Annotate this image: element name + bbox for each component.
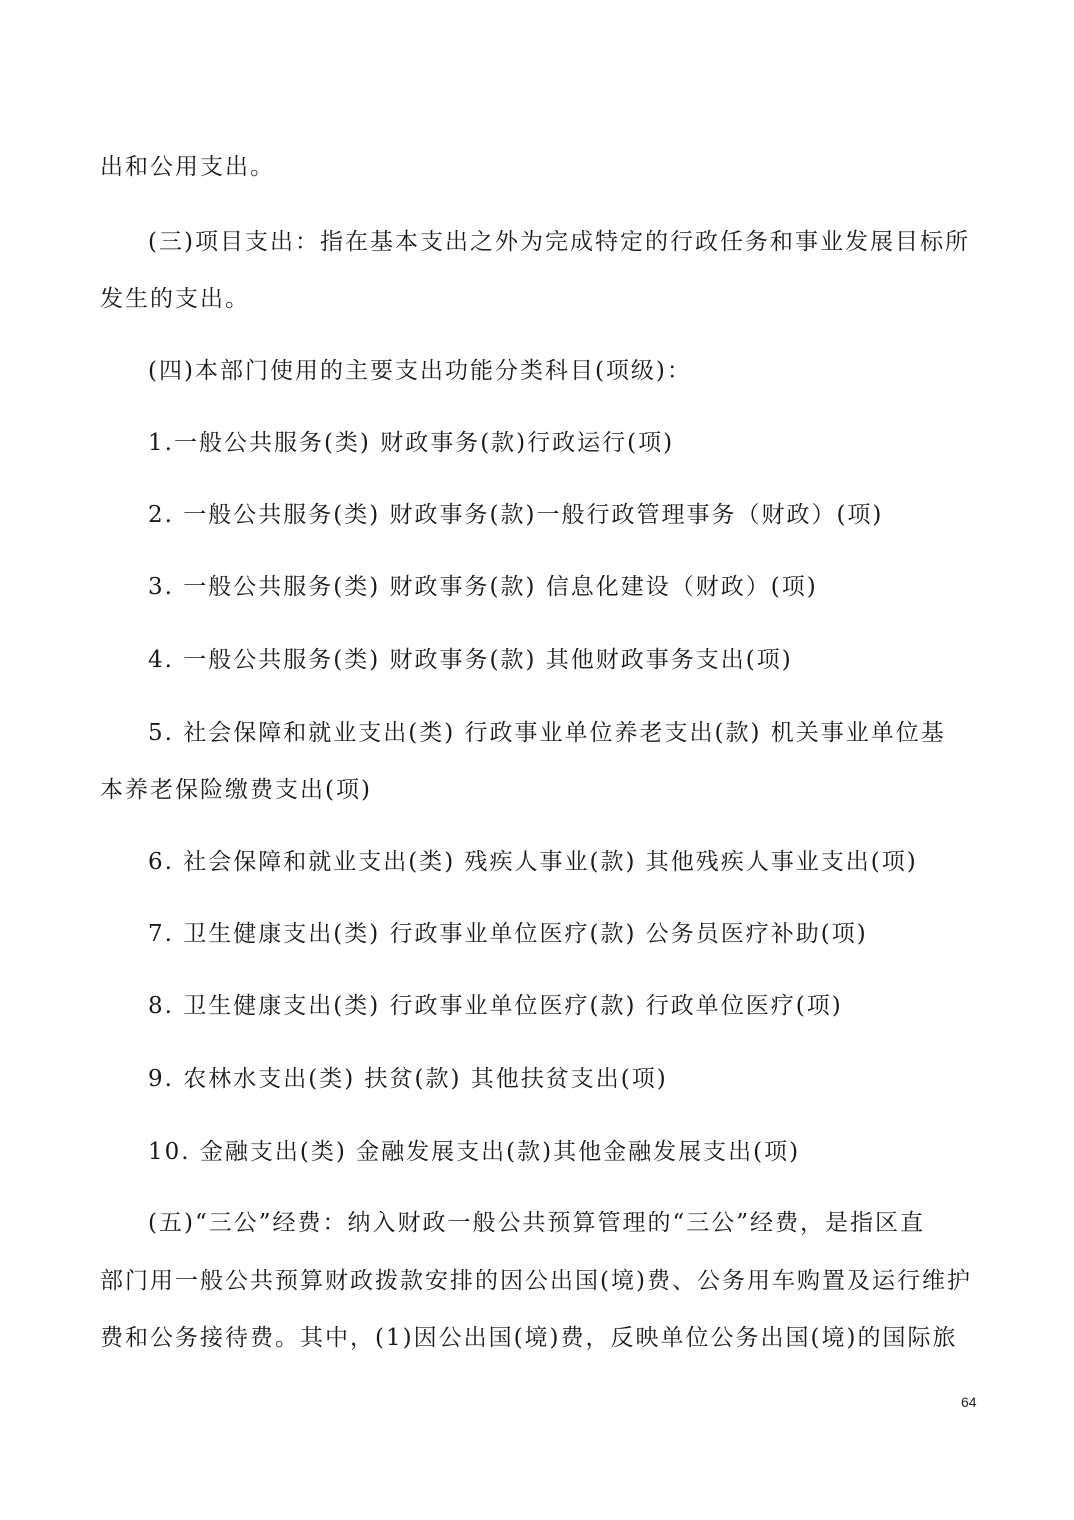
text-line: 本养老保险缴费支出(项) xyxy=(100,777,372,803)
text-line: 费和公务接待费。其中，(1)因公出国(境)费，反映单位公务出国(境)的国际旅 xyxy=(100,1325,958,1351)
text-line: 9. 农林水支出(类) 扶贫(款) 其他扶贫支出(项) xyxy=(148,1066,668,1092)
text-line: 2. 一般公共服务(类) 财政事务(款)一般行政管理事务（财政）(项) xyxy=(148,502,884,528)
text-line: 4. 一般公共服务(类) 财政事务(款) 其他财政事务支出(项) xyxy=(148,647,793,673)
text-line: 10. 金融支出(类) 金融发展支出(款)其他金融发展支出(项) xyxy=(148,1139,801,1165)
text-line: 部门用一般公共预算财政拨款安排的因公出国(境)费、公务用车购置及运行维护 xyxy=(100,1268,972,1294)
text-line: 8. 卫生健康支出(类) 行政事业单位医疗(款) 行政单位医疗(项) xyxy=(148,993,843,1019)
text-line: 发生的支出。 xyxy=(100,286,250,312)
text-line: 出和公用支出。 xyxy=(100,154,275,180)
text-line: 7. 卫生健康支出(类) 行政事业单位医疗(款) 公务员医疗补助(项) xyxy=(148,921,868,947)
text-line: 1.一般公共服务(类) 财政事务(款)行政运行(项) xyxy=(148,430,675,456)
text-line: (三)项目支出：指在基本支出之外为完成特定的行政任务和事业发展目标所 xyxy=(148,229,970,255)
text-line: (四)本部门使用的主要支出功能分类科目(项级)： xyxy=(148,358,692,384)
text-line: 6. 社会保障和就业支出(类) 残疾人事业(款) 其他残疾人事业支出(项) xyxy=(148,849,918,875)
text-line: 5. 社会保障和就业支出(类) 行政事业单位养老支出(款) 机关事业单位基 xyxy=(148,720,946,746)
text-line: 3. 一般公共服务(类) 财政事务(款) 信息化建设（财政）(项) xyxy=(148,574,818,600)
text-line: (五)“三公”经费：纳入财政一般公共预算管理的“三公”经费，是指区直 xyxy=(148,1210,925,1236)
page-number: 64 xyxy=(961,1394,977,1410)
